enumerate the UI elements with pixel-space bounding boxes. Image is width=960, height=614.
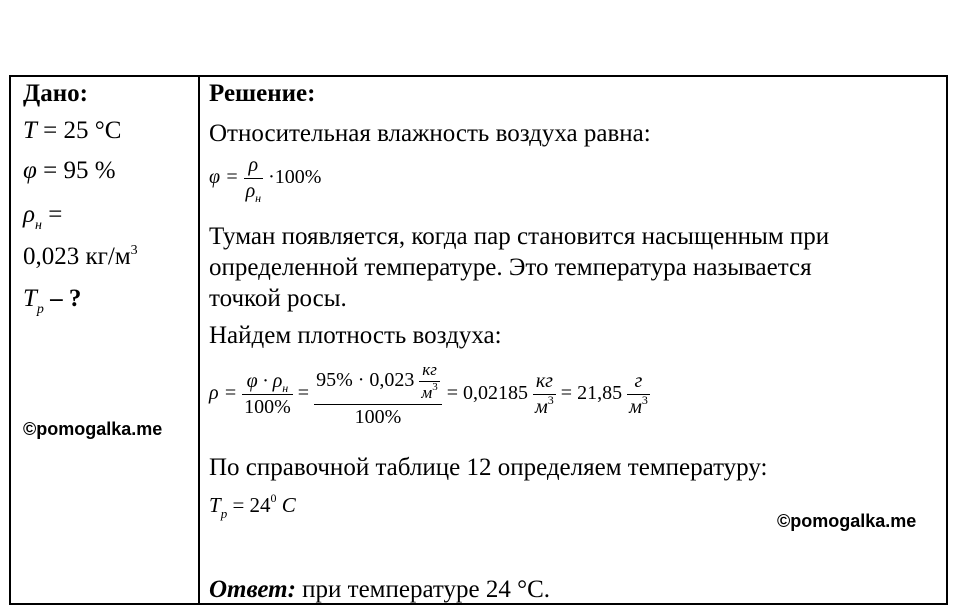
watermark-left: ©pomogalka.me [23, 419, 163, 439]
given-saturated-density-value [23, 243, 138, 271]
temperature-value: = 25 °C [43, 117, 122, 144]
solution-paragraph-fog-1: Туман появляется, когда пар становится насыщенным при [209, 223, 830, 250]
formula2-u2-num: г [627, 370, 650, 395]
answer-label: Ответ: [209, 576, 296, 603]
density-symbol: ρ [23, 201, 35, 228]
answer-text: при температуре 24 °С. [295, 576, 551, 603]
formula2-f1-num: φ · ρ [246, 370, 283, 392]
formula2-f2-unit-den: м [421, 383, 433, 402]
formula2-f2-num: 95% · 0,023 [316, 369, 415, 392]
find-text: – ? [50, 285, 82, 312]
formula3-lhs: T [209, 493, 221, 517]
formula2-f2-unit-exp: 3 [432, 381, 438, 393]
formula3-unit: C [281, 493, 296, 517]
formula2-f1-numerator [242, 370, 293, 395]
density-subscript: н [35, 218, 42, 233]
given-heading: Дано: [23, 80, 88, 107]
formula2-u1-exp: 3 [547, 393, 554, 407]
formula-density [209, 360, 650, 429]
formula2-f2-denominator: 100% [354, 406, 402, 428]
find-symbol: T [23, 285, 37, 312]
formula3-value: = 24 [232, 493, 271, 517]
formula2-u1-num: кг [533, 370, 556, 395]
formula-relative-humidity [209, 154, 321, 203]
humidity-value: = 95 % [43, 157, 116, 184]
solution-heading: Решение: [209, 80, 316, 107]
solution-paragraph-fog-3: точкой росы. [209, 285, 347, 312]
formula2-unit-1 [533, 370, 556, 419]
density-exponent: 3 [130, 243, 138, 258]
formula1-fraction [244, 154, 264, 203]
formula2-u2-den: м [629, 396, 642, 418]
answer-line [209, 576, 550, 604]
density-eq: = [48, 201, 63, 228]
formula2-eq1: = [297, 382, 310, 405]
formula1-den-base: ρ [245, 180, 256, 202]
formula2-f2-numerator [314, 360, 442, 405]
formula2-unit-2 [627, 370, 650, 419]
column-divider [198, 77, 200, 603]
formula2-f1-denominator: 100% [244, 396, 291, 418]
formula2-fraction-1 [242, 370, 293, 419]
given-temperature [23, 117, 121, 145]
formula2-lhs: ρ = [209, 382, 238, 405]
formula2-f1-num-sub: н [282, 381, 289, 395]
given-find [23, 285, 82, 317]
density-value: 0,023 кг/м [23, 243, 131, 270]
formula3-lhs-sub: р [220, 506, 228, 521]
formula1-numerator: ρ [244, 154, 264, 179]
watermark-right: ©pomogalka.me [777, 511, 917, 531]
solution-paragraph-fog-2: определенной температуре. Это температура называется [209, 254, 812, 281]
find-subscript: р [36, 302, 44, 317]
formula3-exp: 0 [270, 491, 277, 505]
solution-column [207, 77, 942, 603]
formula2-f2-unit [419, 360, 439, 403]
solution-table [9, 75, 948, 605]
formula2-eq2: = 0,02185 [446, 382, 529, 405]
formula2-eq3: = 21,85 [560, 382, 623, 405]
given-saturated-density [23, 201, 63, 233]
solution-line-humidity: Относительная влажность воздуха равна: [209, 120, 651, 147]
formula2-fraction-2 [314, 360, 442, 429]
given-column [19, 77, 194, 603]
formula1-lhs: φ = [209, 166, 239, 189]
formula1-den-sub: н [255, 191, 262, 205]
humidity-symbol: φ [23, 157, 37, 184]
formula2-f2-unit-num: кг [419, 360, 439, 382]
given-humidity [23, 157, 116, 185]
formula2-u1-den: м [535, 396, 548, 418]
temperature-symbol: T [23, 117, 37, 144]
formula1-rhs: ·100% [268, 166, 322, 189]
formula1-denominator [244, 179, 264, 203]
solution-line-table: По справочной таблице 12 определяем температуру: [209, 454, 768, 481]
formula2-u2-exp: 3 [641, 393, 648, 407]
solution-line-density: Найдем плотность воздуха: [209, 322, 502, 349]
formula-dew-point [209, 491, 296, 521]
